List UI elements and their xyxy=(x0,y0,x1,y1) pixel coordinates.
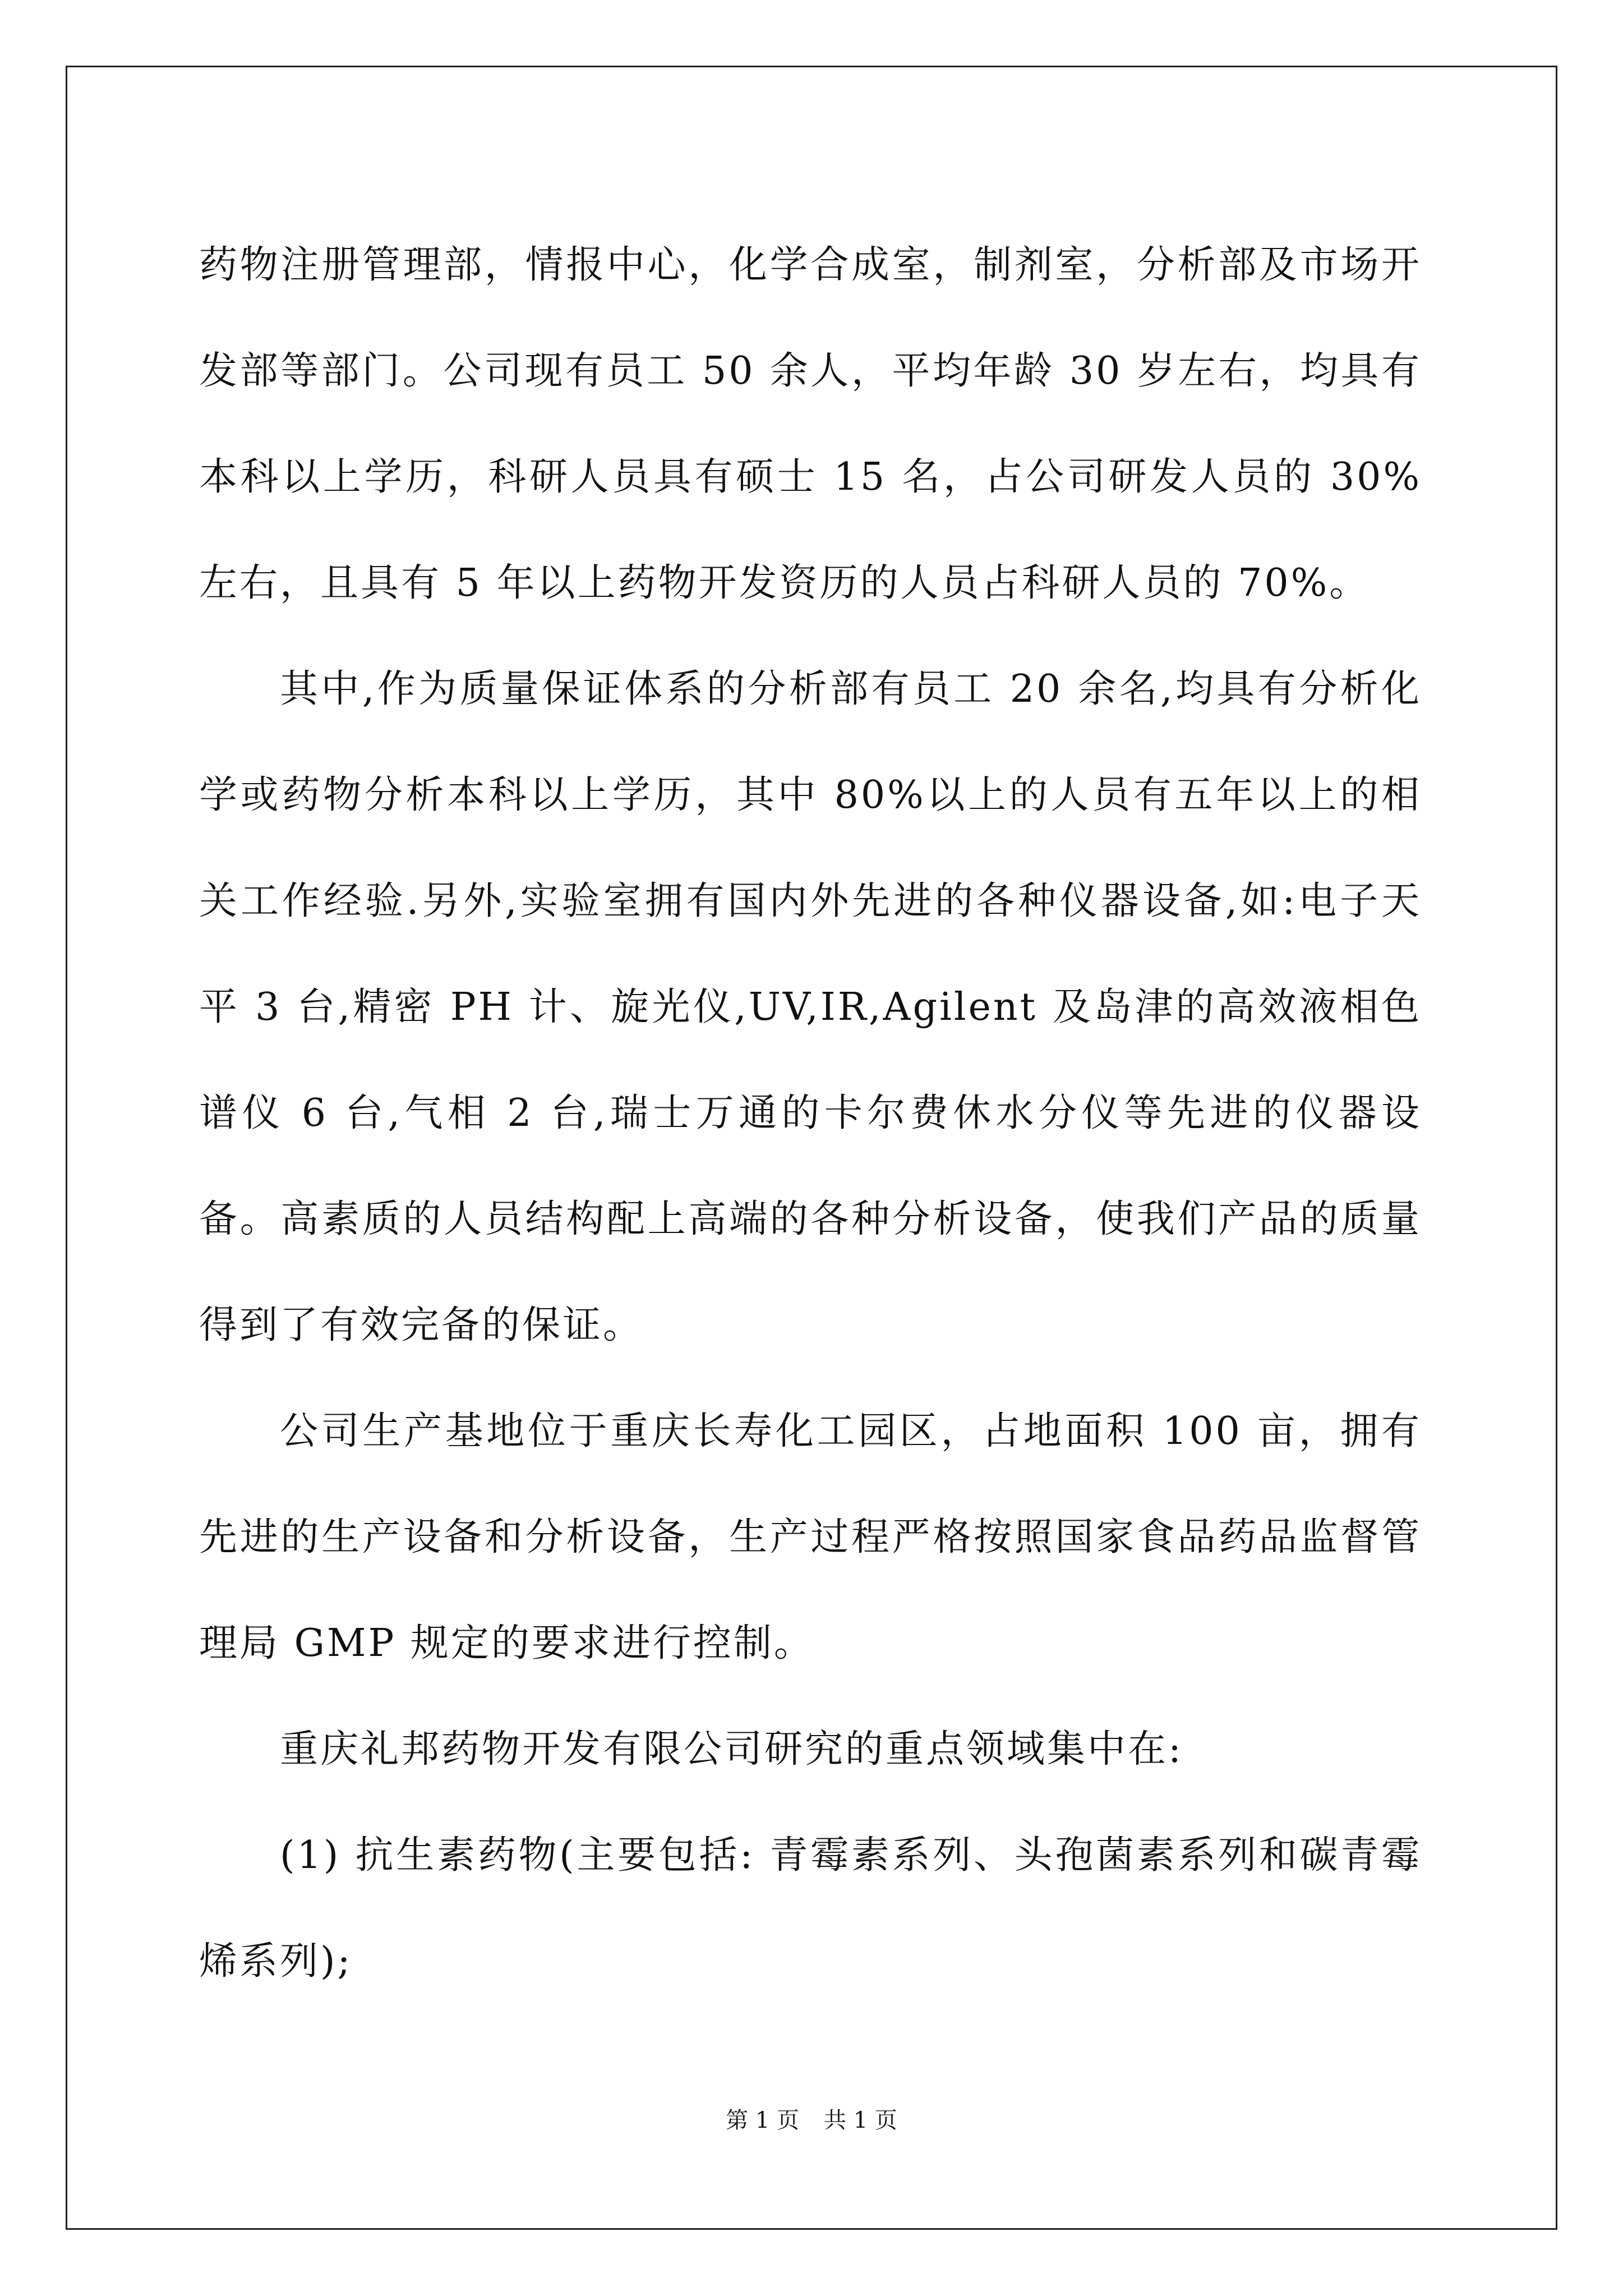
paragraph-analysis-department: 其中,作为质量保证体系的分析部有员工 20 余名,均具有分析化学或药物分析本科以上学历，其中 80%以上的人员有五年以上的相关工作经验.另外,实验室拥有国内外先进的各种仪器设备,如:电子天平 3 台,精密 PH 计、旋光仪,UV,IR,Agilent 及岛津的高效液相色谱仪 6 台,气相 2 台,瑞士万通的卡尔费休水分仪等先进的仪器设备。高素质的人员结构配上高端的各种分析设备，使我们产品的质量得到了有效完备的保证。 xyxy=(199,667,1422,1347)
document-body xyxy=(199,212,1422,2014)
paragraph-production-base: 公司生产基地位于重庆长寿化工园区，占地面积 100 亩，拥有先进的生产设备和分析设备，生产过程严格按照国家食品药品监督管理局 GMP 规定的要求进行控制。 xyxy=(199,1409,1422,1665)
page-total: 共 1 页 xyxy=(824,2108,897,2133)
page-number: 第 1 页 xyxy=(726,2108,799,2133)
paragraph-staff-overview: 药物注册管理部，情报中心，化学合成室，制剂室，分析部及市场开发部等部门。公司现有员工 50 余人，平均年龄 30 岁左右，均具有本科以上学历，科研人员具有硕士 15 名，占公司研发人员的 30%左右，且具有 5 年以上药物开发资历的人员占科研人员的 70%。 xyxy=(199,243,1422,605)
paragraph-antibiotics: (1) 抗生素药物(主要包括: 青霉素系列、头孢菌素系列和碳青霉烯系列); xyxy=(199,1833,1422,1984)
page-footer xyxy=(0,2102,1623,2134)
paragraph-research-focus: 重庆礼邦药物开发有限公司研究的重点领域集中在: xyxy=(280,1727,1183,1772)
